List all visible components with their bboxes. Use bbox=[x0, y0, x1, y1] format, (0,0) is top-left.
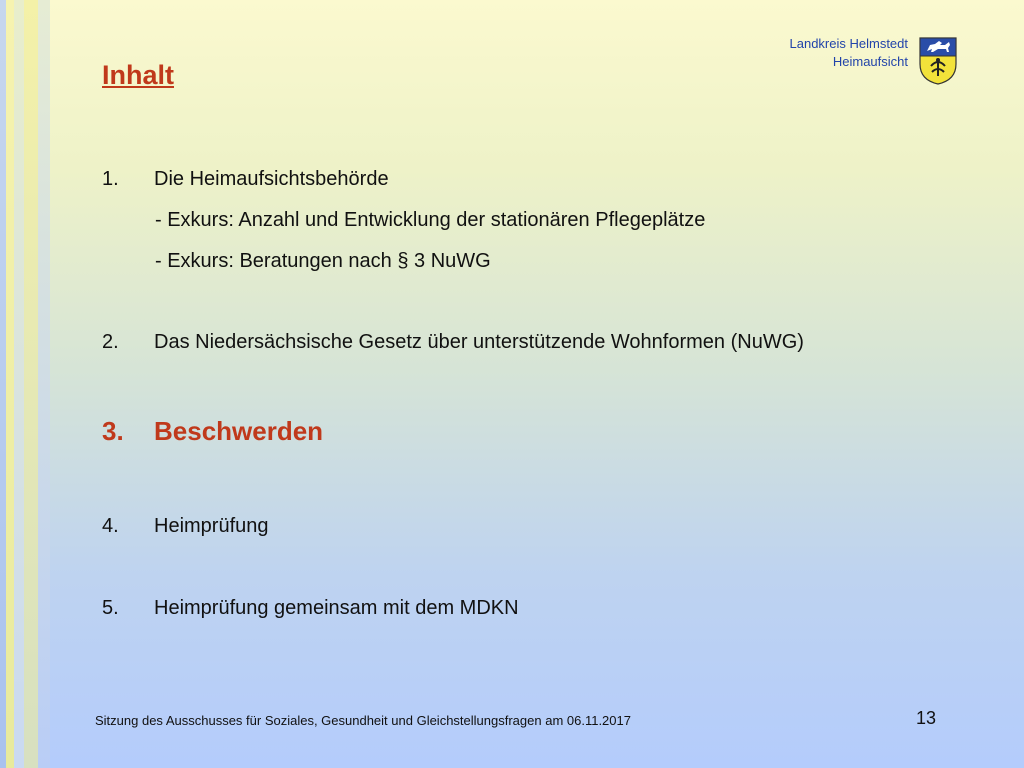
decorative-stripe bbox=[6, 0, 14, 768]
org-name: Landkreis Helmstedt bbox=[789, 36, 908, 51]
decorative-stripe bbox=[14, 0, 24, 768]
agenda-number: 5. bbox=[102, 597, 119, 619]
decorative-stripe bbox=[38, 0, 50, 768]
agenda-number: 2. bbox=[102, 331, 119, 353]
agenda-text: Heimprüfung bbox=[154, 515, 269, 537]
agenda-text: Heimprüfung gemeinsam mit dem MDKN bbox=[154, 597, 519, 619]
page-number: 13 bbox=[916, 708, 937, 728]
decorative-stripe bbox=[24, 0, 38, 768]
organization-label bbox=[790, 35, 909, 71]
page-title: Inhalt bbox=[102, 60, 174, 90]
agenda-text: Die Heimaufsichtsbehörde bbox=[154, 168, 389, 190]
coat-of-arms-icon bbox=[918, 36, 958, 86]
org-department: Heimaufsicht bbox=[832, 54, 908, 69]
agenda-number: 1. bbox=[102, 168, 119, 190]
agenda-subitem: - Exkurs: Beratungen nach § 3 NuWG bbox=[155, 250, 491, 272]
footer-text: Sitzung des Ausschusses für Soziales, Gesundheit und Gleichstellungsfragen am 06.11.2017 bbox=[95, 713, 631, 728]
agenda-number: 4. bbox=[102, 515, 119, 537]
agenda-text: Das Niedersächsische Gesetz über unterstützende Wohnformen (NuWG) bbox=[154, 331, 804, 353]
agenda-text: Beschwerden bbox=[154, 416, 324, 446]
agenda-number: 3. bbox=[102, 416, 124, 446]
agenda-subitem: - Exkurs: Anzahl und Entwicklung der stationären Pflegeplätze bbox=[155, 209, 706, 231]
